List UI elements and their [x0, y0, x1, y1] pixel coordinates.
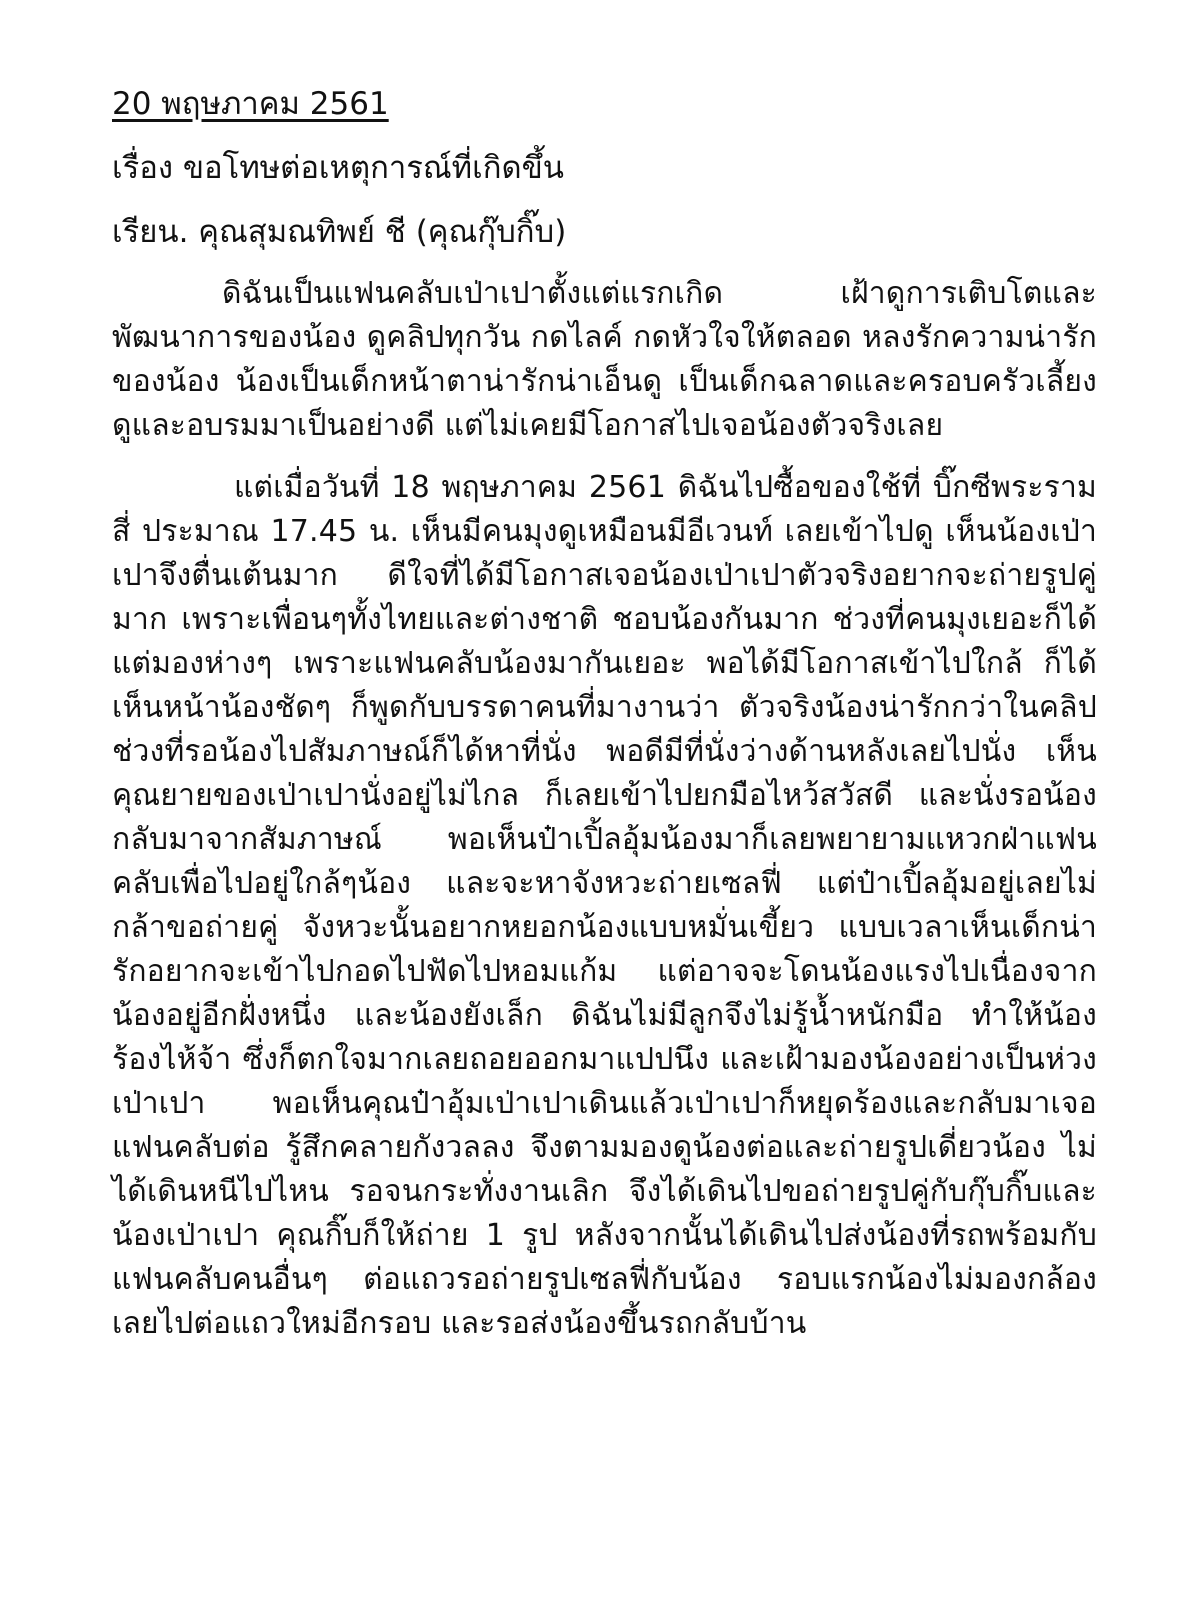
- letter-date: 20 พฤษภาคม 2561: [112, 86, 389, 122]
- paragraph-1-text: ดิฉันเป็นแฟนคลับเป่าเปาตั้งแต่แรกเกิด เฝ้าดูการเติบโตและพัฒนาการของน้อง ดูคลิปทุกวัน กดไลค์ กดหัวใจให้ตลอด หลงรักความน่ารักของน้อง น้องเป็นเด็กหน้าตาน่ารักน่าเอ็นดู เป็นเด็กฉลาดและครอบครัวเลี้ยงดูและอบรมมาเป็นอย่างดี แต่ไม่เคยมีโอกาสไปเจอน้องตัวจริงเลย: [112, 276, 1097, 443]
- paragraph-2: [112, 466, 1097, 1346]
- letter-body: [112, 78, 1097, 1346]
- letter-subject: เรื่อง ขอโทษต่อเหตุการณ์ที่เกิดขึ้น: [112, 150, 564, 186]
- paragraph-1: [112, 272, 1097, 448]
- paragraph-2-text: แต่เมื่อวันที่ 18 พฤษภาคม 2561 ดิฉันไปซื้อของใช้ที่ บิ๊กซีพระรามสี่ ประมาณ 17.45 น. เห็นมีคนมุงดูเหมือนมีอีเวนท์ เลยเข้าไปดู เห็นน้องเป่าเปาจึงตื่นเต้นมาก ดีใจที่ได้มีโอกาสเจอน้องเป่าเปาตัวจริงอยากจะถ่ายรูปคู่มาก เพราะเพื่อนๆทั้งไทยและต่างชาติ ชอบน้องกันมาก ช่วงที่คนมุงเยอะก็ได้แต่มองห่างๆ เพราะแฟนคลับน้องมากันเยอะ พอได้มีโอกาสเข้าไปใกล้ ก็ได้เห็นหน้าน้องชัดๆ ก็พูดกับบรรดาคนที่มางานว่า ตัวจริงน้องน่ารักกว่าในคลิป ช่วงที่รอน้องไปสัมภาษณ์ก็ได้หาที่นั่ง พอดีมีที่นั่งว่างด้านหลังเลยไปนั่ง เห็นคุณยายของเป่าเปานั่งอยู่ไม่ไกล ก็เลยเข้าไปยกมือไหว้สวัสดี และนั่งรอน้องกลับมาจากสัมภาษณ์ พอเห็นป๋าเปิ้ลอุ้มน้องมาก็เลยพยายามแหวกฝ่าแฟนคลับเพื่อไปอยู่ใกล้ๆน้อง และจะหาจังหวะถ่ายเซลฟี่ แต่ป๋าเปิ้ลอุ้มอยู่เลยไม่กล้าขอถ่ายคู่ จังหวะนั้นอยากหยอกน้องแบบหมั่นเขี้ยว แบบเวลาเห็นเด็กน่ารักอยากจะเข้าไปกอดไปฟัดไปหอมแก้ม แต่อาจจะโดนน้องแรงไปเนื่องจากน้องอยู่อีกฝั่งหนึ่ง และน้องยังเล็ก ดิฉันไม่มีลูกจึงไม่รู้น้ำหนักมือ ทำให้น้องร้องไห้จ้า ซึ่งก็ตกใจมากเลยถอยออกมาแปปนึง และเฝ้ามองน้องอย่างเป็นห่วงเป่าเปา พอเห็นคุณป๋าอุ้มเป่าเปาเดินแล้วเป่าเปาก็หยุดร้องและกลับมาเจอแฟนคลับต่อ รู้สึกคลายกังวลลง จึงตามมองดูน้องต่อและถ่ายรูปเดี่ยวน้อง ไม่ได้เดินหนีไปไหน รอจนกระทั่งงานเลิก จึงได้เดินไปขอถ่ายรูปคู่กับกุ๊บกิ๊บและน้องเป่าเปา คุณกิ๊บก็ให้ถ่าย 1 รูป หลังจากนั้นได้เดินไปส่งน้องที่รถพร้อมกับแฟนคลับคนอื่นๆ ต่อแถวรอถ่ายรูปเซลฟี่กับน้อง รอบแรกน้องไม่มองกล้อง เลยไปต่อแถวใหม่อีกรอบ และรอส่งน้องขึ้นรถกลับบ้าน: [112, 470, 1097, 1341]
- letter-salutation: เรียน. คุณสุมณทิพย์ ชี (คุณกุ๊บกิ๊บ): [112, 214, 567, 250]
